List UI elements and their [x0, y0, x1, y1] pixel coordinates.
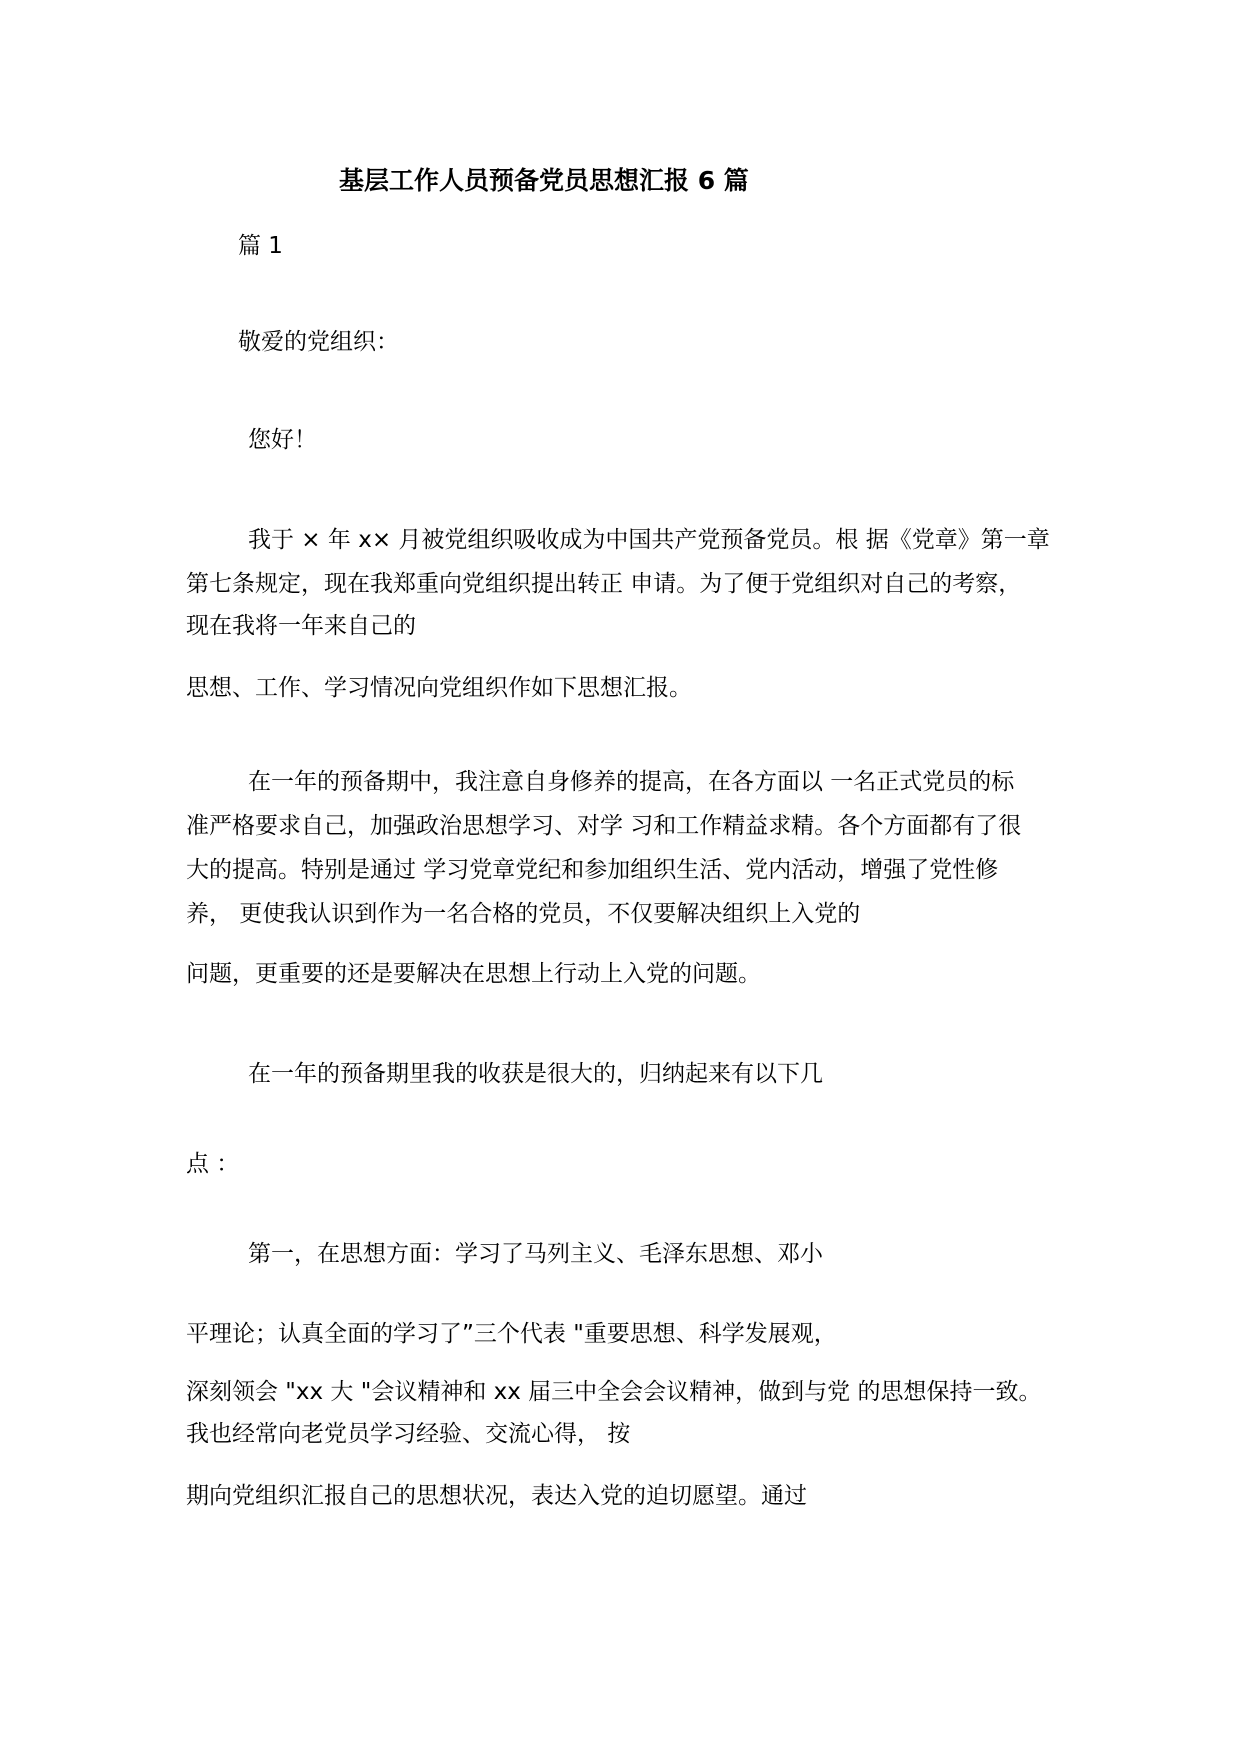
body-line: 问题，更重要的还是要解决在思想上行动上入党的问题。 — [186, 961, 761, 987]
body-line: 第七条规定，现在我郑重向党组织提出转正 申请。为了便于党组织对自己的考察， — [186, 571, 1022, 597]
body-line: 深刻领会 "xx 大 "会议精神和 xx 届三中全会会议精神，做到与党 的思想保持一致。 — [186, 1379, 1042, 1405]
body-line: 我也经常向老党员学习经验、交流心得， 按 — [186, 1421, 631, 1447]
salutation: 敬爱的党组织： — [238, 329, 399, 355]
body-line: 准严格要求自己，加强政治思想学习、对学 习和工作精益求精。各个方面都有了很 — [186, 813, 1022, 839]
body-line: 第一，在思想方面：学习了马列主义、毛泽东思想、邓小 — [248, 1241, 823, 1267]
body-line: 在一年的预备期里我的收获是很大的，归纳起来有以下几 — [248, 1061, 823, 1087]
body-line: 在一年的预备期中，我注意自身修养的提高，在各方面以 一名正式党员的标 — [248, 769, 1015, 795]
document-title: 基层工作人员预备党员思想汇报 6 篇 — [339, 166, 749, 195]
body-line: 期向党组织汇报自己的思想状况，表达入党的迫切愿望。通过 — [186, 1483, 807, 1509]
body-line: 平理论；认真全面的学习了”三个代表 "重要思想、科学发展观， — [186, 1321, 837, 1347]
body-line: 思想、工作、学习情况向党组织作如下思想汇报。 — [186, 675, 692, 701]
body-line: 大的提高。特别是通过 学习党章党纪和参加组织生活、党内活动，增强了党性修 — [186, 857, 999, 883]
body-line: 现在我将一年来自己的 — [186, 613, 416, 639]
greeting: 您好！ — [248, 427, 317, 453]
body-line: 养， 更使我认识到作为一名合格的党员，不仅要解决组织上入党的 — [186, 901, 861, 927]
section-label: 篇 1 — [238, 233, 283, 259]
body-line: 我于 × 年 x× 月被党组织吸收成为中国共产党预备党员。根 据《党章》第一章 — [248, 527, 1050, 553]
body-line: 点 ： — [186, 1151, 240, 1177]
